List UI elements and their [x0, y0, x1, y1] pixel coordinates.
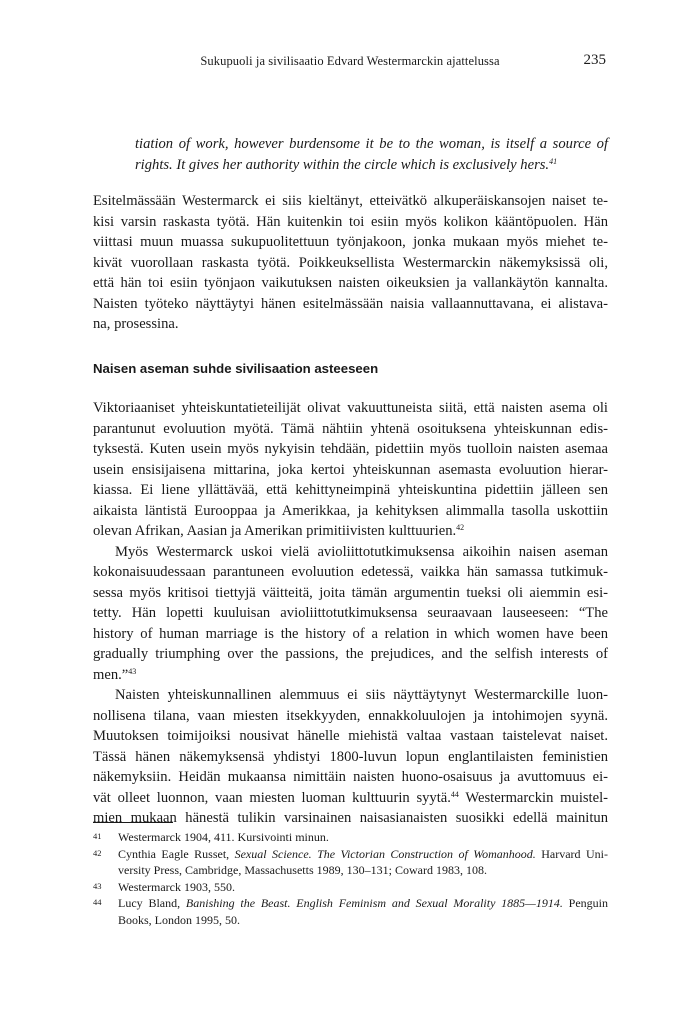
text-line: Tässä hänen näkemyksensä yhdistyi 1800-luvun lopun englantilaisten feministien	[93, 748, 608, 765]
footnote-number: 44	[93, 897, 102, 907]
footnote-ref: 42	[456, 523, 465, 532]
footnote	[93, 829, 608, 846]
footnote-text: versity Press, Cambridge, Massachusetts 1989, 130–131; Coward 1983, 108.	[118, 863, 487, 877]
footnote	[93, 879, 608, 896]
text-line: tyksestä. Kuten usein myös nykyisin tehdään, pidettiin myös tuolloin naisten asemaa	[93, 441, 608, 457]
paragraph	[93, 191, 608, 335]
section-heading: Naisen aseman suhde sivilisaation asteeseen	[93, 361, 379, 376]
text-span: olevan Afrikan, Aasian ja Amerikan primitiivisten kulttuurien.	[93, 523, 457, 539]
text-line: näkemyksiin. Heidän mukaansa nimittäin naisten huono-osaisuus ja avuttomuus ei-	[93, 769, 608, 785]
citation-title: Sexual Science. The Victorian Construction of Womanhood.	[234, 846, 536, 861]
citation-author: Lucy Bland,	[118, 896, 186, 910]
text-line: history of human marriage is the history of a relation in which women have been	[93, 625, 608, 642]
text-line: Naisten yhteiskunnallinen alemmuus ei siis näyttäytynyt Westermarckille luon-	[115, 687, 608, 703]
citation-publisher: Penguin	[562, 896, 608, 910]
text-line: nollisena tilana, vaan miesten itsekkyyden, ennakkoluulojen ja intohimojen syynä.	[93, 707, 608, 724]
text-line: Viktoriaaniset yhteiskuntatieteilijät olivat vakuuttuneista siitä, että naisten asema oli	[93, 400, 608, 416]
text-line: Myös Westermarck uskoi vielä avioliittotutkimuksensa aikoihin naisen aseman	[115, 543, 608, 560]
footnote-ref: 41	[549, 156, 558, 166]
text-line: tetty. Hän lopetti kuuluisan avioliittotutkimuksensa seuraavaan lauseeseen: “The	[93, 605, 608, 621]
text-line: mien mukaan hänestä tulikin varsinainen naisasianaisten suosikki edellä mainitun	[93, 810, 608, 826]
footnote-text	[118, 895, 608, 912]
footnote-text: Westermarck 1904, 411. Kursivointi minun.	[118, 830, 329, 844]
text-line: Naisten työteko näyttäytyi hänen esitelmässään naisia vallaannuttavana, ei alistava-	[93, 295, 608, 312]
text-line	[93, 521, 608, 542]
footnote-divider	[93, 822, 173, 823]
footnote-text: Westermarck 1903, 550.	[118, 879, 235, 894]
body-text	[93, 398, 608, 829]
text-line: kivät vuorollaan raskasta työtä. Poikkeuksellista Westermarckin näkemyksissä oli,	[93, 254, 608, 271]
footnote-number: 41	[93, 831, 102, 841]
text-line	[135, 155, 608, 176]
footnote-ref: 44	[450, 789, 459, 799]
text-line: kisi varsin raskasta työtä. Hän kuitenkin toi esiin myös kolikon kääntöpuolen. Hän	[93, 213, 608, 230]
text-span: rights. It gives her authority within the circle which is exclusively hers.	[135, 156, 550, 173]
footnote-number: 42	[93, 847, 102, 858]
text-span: men.”	[93, 666, 129, 683]
page-header	[0, 52, 700, 72]
text-line: kokonaisuudessaan parantuneen evoluution edetessä, vaikka hän samassa tutkimuk-	[93, 564, 608, 580]
citation-author: Cynthia Eagle Russet,	[118, 846, 235, 861]
text-line	[93, 788, 608, 809]
page-number: 235	[583, 52, 606, 68]
footnote-ref: 43	[128, 666, 137, 676]
text-line: tiation of work, however burdensome it be to the woman, is itself a source of	[135, 136, 608, 152]
footnotes	[93, 829, 608, 928]
footnote	[93, 846, 608, 879]
footnote-text	[118, 846, 608, 863]
text-line	[93, 665, 608, 686]
text-line: sessa myös kritisoi tiettyjä väitteitä, joita tämän argumentin tueksi oli aiemmin esi-	[93, 584, 608, 601]
text-span: Westermarckin muistel-	[458, 789, 608, 806]
footnote-number: 43	[93, 880, 102, 891]
text-line: parantunut evoluution myötä. Tämä nähtiin yhtenä osoituksena yhteiskunnan edis-	[93, 420, 608, 437]
citation-title: Banishing the Beast. English Feminism and Sexual Morality 1885—1914.	[185, 896, 563, 910]
text-line: Esitelmässään Westermarck ei siis kieltänyt, etteivätkö alkuperäiskansojen naiset te-	[93, 193, 608, 209]
footnote-text: Books, London 1995, 50.	[118, 912, 241, 927]
citation-publisher: Harvard Uni-	[535, 846, 608, 861]
text-line: viittasi muun muassa sukupuolitettuun työnjakoon, jonka mukaan myös miehet te-	[93, 234, 608, 250]
text-span: vät olleet luonnon, vaan miesten luoman kulttuurin syytä.	[93, 789, 451, 806]
text-line: usein ensisijaisena mittarina, joka kertoi yhteiskunnan asemasta evoluution hierar-	[93, 461, 608, 478]
text-line: na, prosessina.	[93, 316, 179, 332]
text-line: kiassa. Ei liene yllättävää, että kehittyneimpinä yhteiskuntina pidettiin jälleen sen	[93, 482, 608, 498]
footnote	[93, 895, 608, 928]
text-line: että hän toi esiin työnjaon vaikutuksen naisten oikeuksien ja vallankäytön kannalta.	[93, 275, 608, 291]
text-line: Muutoksen toimijoiksi nousivat hänelle miehistä valtaa vastaan taistelevat naiset.	[93, 728, 608, 744]
text-line: aikaista läntistä Eurooppaa ja Amerikkaa, ja kehityksen alimmalla tasolla uskottiin	[93, 502, 608, 519]
text-line: gradually triumphing over the passions, the prejudices, and the selfish interests of	[93, 646, 608, 662]
block-quote	[135, 134, 608, 175]
running-head: Sukupuoli ja sivilisaatio Edvard Westermarckin ajattelussa	[200, 54, 500, 68]
